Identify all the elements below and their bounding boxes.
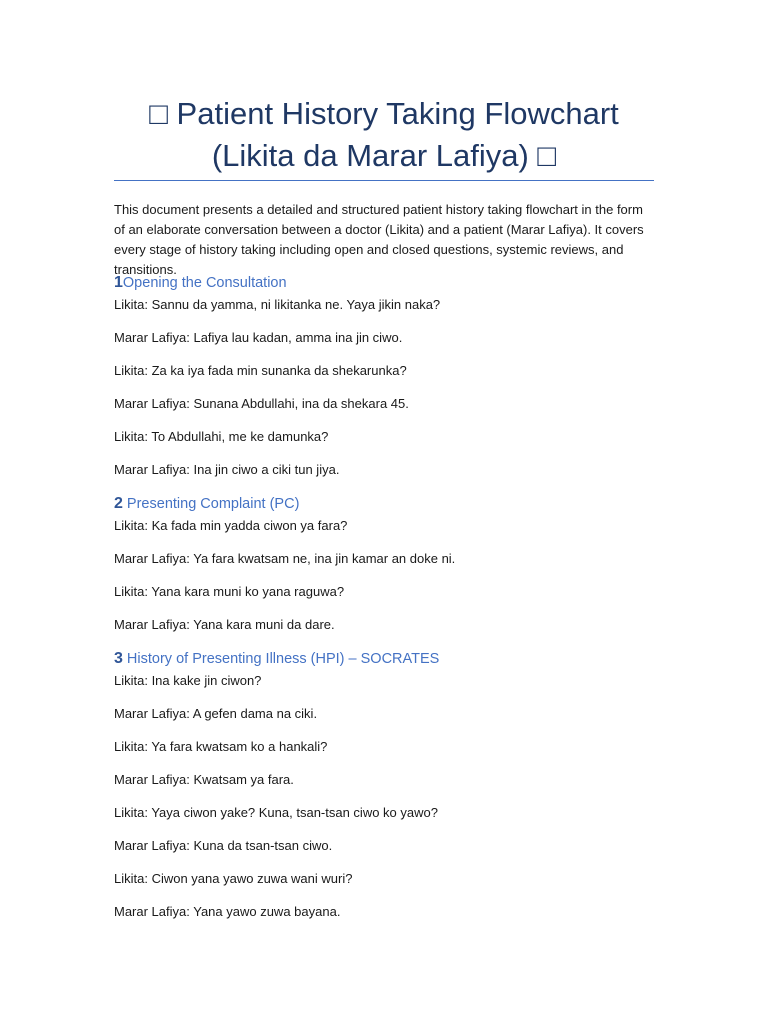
title-underline-divider [114,180,654,181]
section-title: History of Presenting Illness (HPI) – SOCRATES [122,651,440,667]
dialogue-line: Likita: Yaya ciwon yake? Kuna, tsan-tsan ciwo ko yawo? [114,805,438,820]
section-title: Opening the Consultation [122,275,287,291]
dialogue-line: Marar Lafiya: Kuna da tsan-tsan ciwo. [114,838,333,853]
dialogue-line: Likita: Yana kara muni ko yana raguwa? [114,584,345,599]
dialogue-line: Likita: Za ka iya fada min sunanka da shekarunka? [114,363,407,378]
section-title: Presenting Complaint (PC) [122,496,300,512]
dialogue-line: Marar Lafiya: A gefen dama na ciki. [114,706,318,721]
dialogue-line: Marar Lafiya: Sunana Abdullahi, ina da shekara 45. [114,396,409,411]
dialogue-line: Marar Lafiya: Kwatsam ya fara. [114,772,294,787]
dialogue-line: Likita: To Abdullahi, me ke damunka? [114,429,329,444]
dialogue-line: Marar Lafiya: Ina jin ciwo a ciki tun jiya. [114,462,340,477]
dialogue-line: Likita: Ya fara kwatsam ko a hankali? [114,739,328,754]
dialogue-line: Likita: Ina kake jin ciwon? [114,673,262,688]
section-heading-presenting-complaint [114,494,299,514]
section-number: 1 [114,274,123,291]
intro-paragraph: This document presents a detailed and structured patient history taking flowchart in the form of an elaborate conversation between a doctor (Likita) and a patient (Marar Lafiya). It covers every stage of history taking including open and closed questions, systemic reviews, and transitions. [114,202,644,277]
section-number: 2 [114,495,123,512]
dialogue-line: Likita: Sannu da yamma, ni likitanka ne. Yaya jikin naka? [114,297,441,312]
dialogue-line: Likita: Ka fada min yadda ciwon ya fara? [114,518,348,533]
document-title-line-2: (Likita da Marar Lafiya) □ [211,138,557,173]
section-heading-hpi [114,649,439,669]
dialogue-line: Marar Lafiya: Yana kara muni da dare. [114,617,335,632]
section-number: 3 [114,650,123,667]
document-title [114,93,654,177]
section-heading-opening [114,273,287,293]
dialogue-line: Likita: Ciwon yana yawo zuwa wani wuri? [114,871,353,886]
dialogue-line: Marar Lafiya: Yana yawo zuwa bayana. [114,904,341,919]
dialogue-line: Marar Lafiya: Ya fara kwatsam ne, ina jin kamar an doke ni. [114,551,456,566]
dialogue-line: Marar Lafiya: Lafiya lau kadan, amma ina jin ciwo. [114,330,403,345]
document-title-line-1: □ Patient History Taking Flowchart [149,96,619,131]
